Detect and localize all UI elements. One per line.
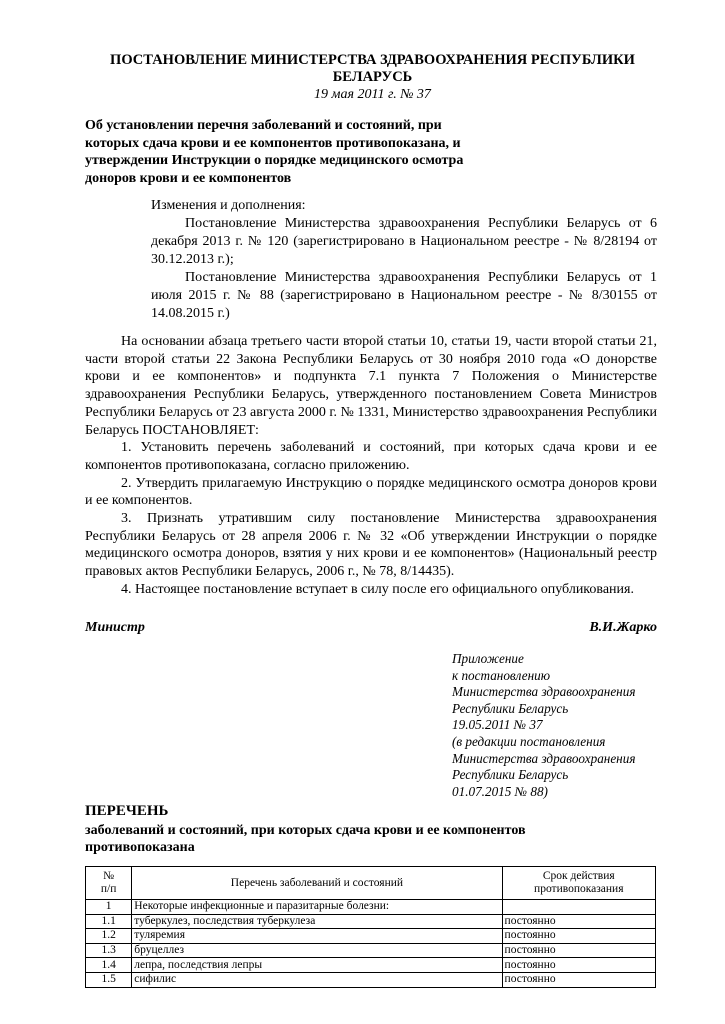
header-term: [502, 867, 655, 900]
row-num: 1.4: [86, 958, 132, 973]
row-term: постоянно: [502, 958, 655, 973]
resolution-point: 3. Признать утратившим силу постановление Министерства здравоохранения Республики Беларусь от 28 апреля 2006 г. № 32 «Об утверждении Инструкции о порядке медицинского осмотра доноров, взятия у них крови и ее компонентов» (Национальный реестр правовых актов Республики Беларусь, 2006 г., № 78, 8/14435).: [85, 511, 657, 580]
amendments-label: Изменения и дополнения:: [151, 198, 306, 213]
row-name: туляремия: [132, 929, 502, 944]
title-line-1: ПОСТАНОВЛЕНИЕ МИНИСТЕРСТВА ЗДРАВООХРАНЕНИЯ РЕСПУБЛИКИ: [110, 52, 635, 68]
table-row: [86, 914, 656, 929]
resolution-body: [85, 333, 657, 599]
row-name: туберкулез, последствия туберкулеза: [132, 914, 502, 929]
subject-line: утверждении Инструкции о порядке медицинского осмотра: [85, 153, 464, 168]
preamble-paragraph: На основании абзаца третьего части второй статьи 10, статьи 19, части второй статьи 21, части второй статьи 22 Закона Республики Беларусь от 30 ноября 2010 года «О донорстве крови и ее компонентов» и подпункта 7.1 пункта 7 Положения о Министерстве здравоохранения Республики Беларусь, утвержденного постановлением Совета Министров Республики Беларусь от 23 августа 2000 г. № 1331, Министерство здравоохранения Республики Беларусь ПОСТАНОВЛЯЕТ:: [85, 334, 658, 438]
table-row: [86, 958, 656, 973]
appendix-line: Приложение: [452, 651, 524, 666]
list-heading: ПЕРЕЧЕНЬ: [85, 803, 169, 819]
header-term-line-2: противопоказания: [534, 883, 624, 895]
appendix-line: к постановлению: [452, 667, 551, 683]
row-term: постоянно: [502, 929, 655, 944]
row-num: 1.2: [86, 929, 132, 944]
amendment-item: Постановление Министерства здравоохранения Республики Беларусь от 1 июля 2015 г. № 88 (зарегистрировано в Национальном реестре - № 8/30155 от 14.08.2015 г.): [151, 270, 657, 321]
row-term: постоянно: [502, 972, 655, 987]
row-num: 1.5: [86, 972, 132, 987]
document-subject: [85, 117, 505, 187]
row-name: лепра, последствия лепры: [132, 958, 502, 973]
appendix-line: Республики Беларусь: [452, 767, 569, 783]
appendix-line: (в редакции постановления: [452, 733, 606, 749]
resolution-point: 1. Установить перечень заболеваний и состояний, при которых сдача крови и ее компонентов противопоказана, согласно приложению.: [85, 440, 657, 473]
resolution-point: 4. Настоящее постановление вступает в силу после его официального опубликования.: [121, 581, 634, 597]
title-line-2: БЕЛАРУСЬ: [332, 69, 413, 85]
signatory-position: Министр: [85, 620, 145, 635]
document-date: 19 мая 2011 г. № 37: [314, 87, 431, 102]
appendix-line: Министерства здравоохранения: [452, 750, 636, 766]
header-name: Перечень заболеваний и состояний: [132, 867, 502, 900]
amendments-block: [151, 197, 657, 323]
subject-line: которых сдача крови и ее компонентов противопоказана, и: [85, 135, 461, 151]
header-num-line-2: п/п: [100, 883, 117, 895]
document-title: [80, 52, 665, 86]
amendment-item: Постановление Министерства здравоохранения Республики Беларусь от 6 декабря 2013 г. № 120 (зарегистрировано в Национальном реестре - № 8/28194 от 30.12.2013 г.);: [151, 216, 657, 267]
row-name: бруцеллез: [132, 943, 502, 958]
appendix-line: 19.05.2011 № 37: [452, 717, 543, 733]
appendix-line: Министерства здравоохранения: [452, 684, 636, 700]
contraindications-table: [85, 866, 656, 988]
row-name: сифилис: [132, 972, 502, 987]
subject-line: доноров крови и ее компонентов: [85, 170, 292, 186]
appendix-line: Республики Беларусь: [452, 700, 569, 716]
row-term: постоянно: [502, 943, 655, 958]
header-num: [86, 867, 132, 900]
row-term: постоянно: [502, 914, 655, 929]
row-num: 1.3: [86, 943, 132, 958]
table-header-row: [86, 867, 656, 900]
row-name: Некоторые инфекционные и паразитарные болезни:: [132, 900, 502, 915]
list-subheading: заболеваний и состояний, при которых сдача крови и ее компонентов противопоказана: [85, 823, 526, 855]
row-num: 1: [86, 900, 132, 915]
subject-line: Об установлении перечня заболеваний и состояний, при: [85, 118, 442, 133]
appendix-note: [452, 651, 682, 800]
row-num: 1.1: [86, 914, 132, 929]
table-row: [86, 943, 656, 958]
resolution-point: 2. Утвердить прилагаемую Инструкцию о порядке медицинского осмотра доноров крови и ее компонентов.: [85, 475, 657, 509]
table-row: [86, 929, 656, 944]
header-term-line-1: Срок действия: [542, 870, 615, 882]
table-row: [86, 900, 656, 915]
header-num-line-1: №: [103, 870, 115, 882]
signatory-name: В.И.Жарко: [589, 620, 657, 635]
table-row: [86, 972, 656, 987]
appendix-line: 01.07.2015 № 88): [452, 783, 548, 799]
row-term: [502, 900, 655, 915]
